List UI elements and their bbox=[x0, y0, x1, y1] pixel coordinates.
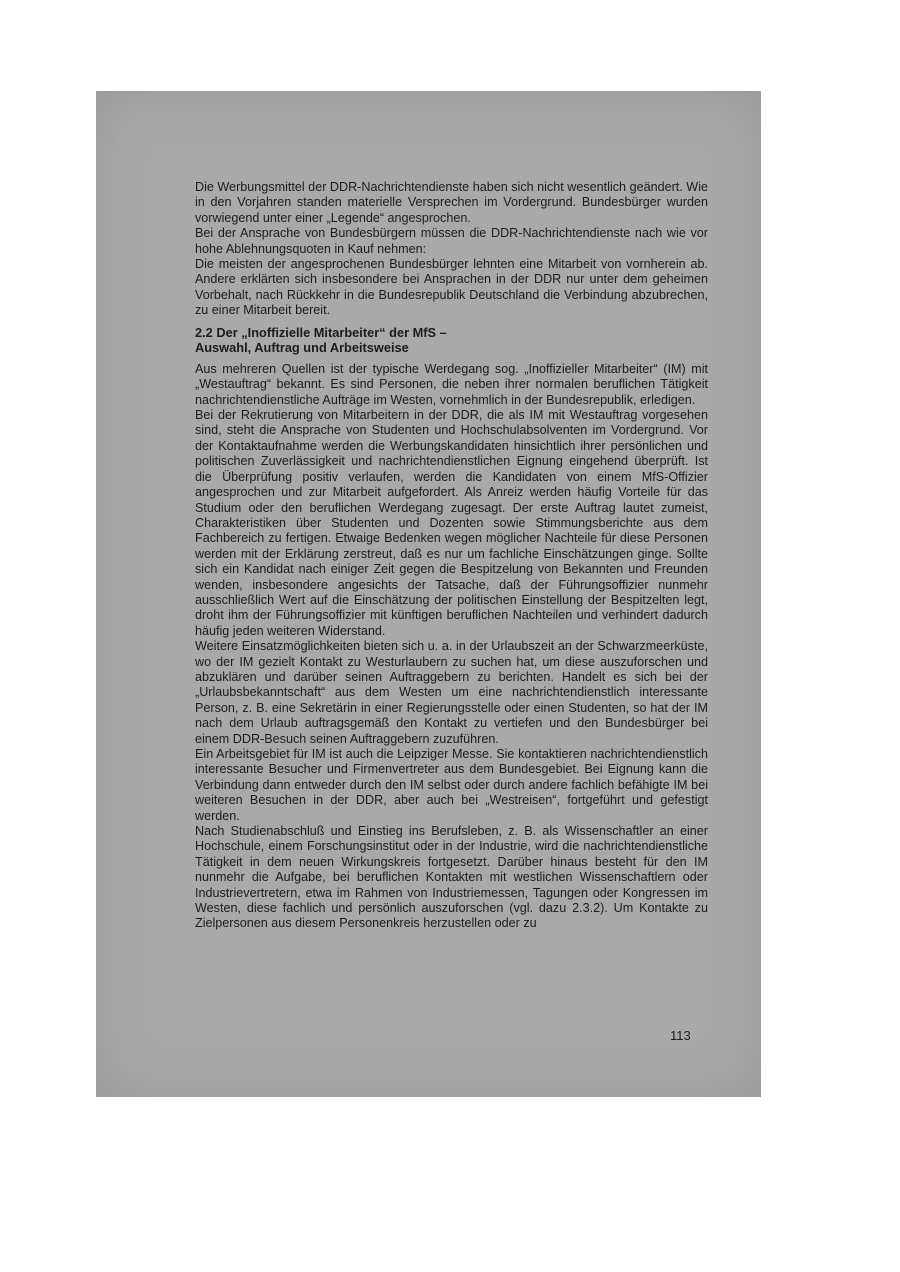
body-paragraph-1: Aus mehreren Quellen ist der typische Werdegang sog. „Inoffizieller Mitarbeiter“ (IM) mit „Westauftrag“ bekannt. Es sind Personen, die neben ihrer normalen beruflichen Tätigkeit nachrichtendienstliche Aufträge im Westen, vornehmlich in der Bundesrepublik, erledigen. bbox=[195, 361, 708, 407]
intro-paragraph-3: Die meisten der angesprochenen Bundesbürger lehnten eine Mitarbeit von vornherein ab. Andere erklärten sich insbesondere bei Ansprachen in der DDR nur unter dem geheimen Vorbehalt, nach Rückkehr in die Bundesrepublik Deutschland die Verbindung abzubrechen, zu einer Mitarbeit bereit. bbox=[195, 257, 708, 318]
body-paragraph-5: Nach Studienabschluß und Einstieg ins Berufsleben, z. B. als Wissenschaftler an einer Hochschule, einem Forschungsinstitut oder in der Industrie, wird die nachrichtendienstliche Tätigkeit in dem neuen Wirkungskreis fortgesetzt. Darüber hinaus besteht für den IM nunmehr die Aufgabe, bei beruflichen Kontakten mit westlichen Wissenschaftlern oder Industrievertretern, etwa im Rahmen von Industriemessen, Tagungen oder Kongressen im Westen, diese fachlich und persönlich auszuforschen (vgl. dazu 2.3.2). Um Kontakte zu Zielpersonen aus diesem Personenkreis herzustellen oder zu bbox=[195, 824, 708, 931]
intro-paragraph-1: Die Werbungsmittel der DDR-Nachrichtendienste haben sich nicht wesentlich geändert. Wie in den Vorjahren standen materielle Versprechen im Vordergrund. Bundesbürger wurden vorwiegend unter einer „Legende“ angesprochen. bbox=[195, 180, 708, 225]
intro-paragraph-2: Bei der Ansprache von Bundesbürgern müssen die DDR-Nachrichtendienste nach wie vor hohe Ablehnungsquoten in Kauf nehmen: bbox=[195, 226, 708, 256]
scanned-page bbox=[96, 91, 761, 1097]
body-paragraph-3: Weitere Einsatzmöglichkeiten bieten sich u. a. in der Urlaubszeit an der Schwarzmeerküste, wo der IM gezielt Kontakt zu Westurlaubern zu suchen hat, um diese auszuforschen und abzuklären und darüber seinen Auftraggebern zu berichten. Handelt es sich bei der „Urlaubsbekanntschaft“ aus dem Westen um eine nachrichtendienstlich interessante Person, z. B. eine Sekretärin in einer Regierungsstelle oder einen Studenten, so hat der IM nach dem Urlaub auftragsgemäß den Kontakt zu vertiefen und den Bundesbürger bei einem DDR-Besuch seinen Auftraggebern zuzuführen. bbox=[195, 639, 708, 746]
section-heading-line-1: 2.2 Der „Inoffizielle Mitarbeiter“ der MfS – bbox=[195, 324, 447, 340]
section-heading-line-2: Auswahl, Auftrag und Arbeitsweise bbox=[195, 340, 409, 356]
body-paragraph-2: Bei der Rekrutierung von Mitarbeitern in der DDR, die als IM mit Westauftrag vorgesehen sind, steht die Ansprache von Studenten und Hochschulabsolventen im Vordergrund. Vor der Kontaktaufnahme werden die Werbungskandidaten hinsichtlich ihrer persönlichen und politischen Zuverlässigkeit und nachrichtendienstlichen Eignung eingehend überprüft. Ist die Überprüfung positiv verlaufen, werden die Kandidaten von einem MfS-Offizier angesprochen und zur Mitarbeit aufgefordert. Als Anreiz werden häufig Vorteile für das Studium oder den beruflichen Werdegang zugesagt. Der erste Auftrag lautet zumeist, Charakteristiken über Studenten und Dozenten sowie Stimmungsberichte aus dem Fachbereich zu fertigen. Etwaige Bedenken wegen möglicher Nachteile für diese Personen werden mit der Erklärung zerstreut, daß es nur um fachliche Einschätzungen ginge. Sollte sich ein Kandidat nach einiger Zeit gegen die Bespitzelung von Bekannten und Freunden wenden, insbesondere angesichts der Tatsache, daß der Führungsoffizier nunmehr ausschließlich Wert auf die Einschätzung der politischen Einstellung der Bespitzelten legt, droht ihm der Führungsoffizier mit künftigen beruflichen Nachteilen und verhindert dadurch häufig jeden weiteren Widerstand. bbox=[195, 408, 708, 638]
body-paragraph-4: Ein Arbeitsgebiet für IM ist auch die Leipziger Messe. Sie kontaktieren nachrichtendienstlich interessante Besucher und Firmenvertreter aus dem Bundesgebiet. Bei Eignung kann die Verbindung dann entweder durch den IM selbst oder durch andere fachlich befähigte IM bei weiteren Besuchen in der DDR, aber auch bei „Westreisen“, fortgeführt und gefestigt werden. bbox=[195, 747, 708, 823]
page-text bbox=[195, 180, 708, 932]
page-number: 113 bbox=[670, 1028, 691, 1043]
section-heading bbox=[195, 325, 708, 356]
